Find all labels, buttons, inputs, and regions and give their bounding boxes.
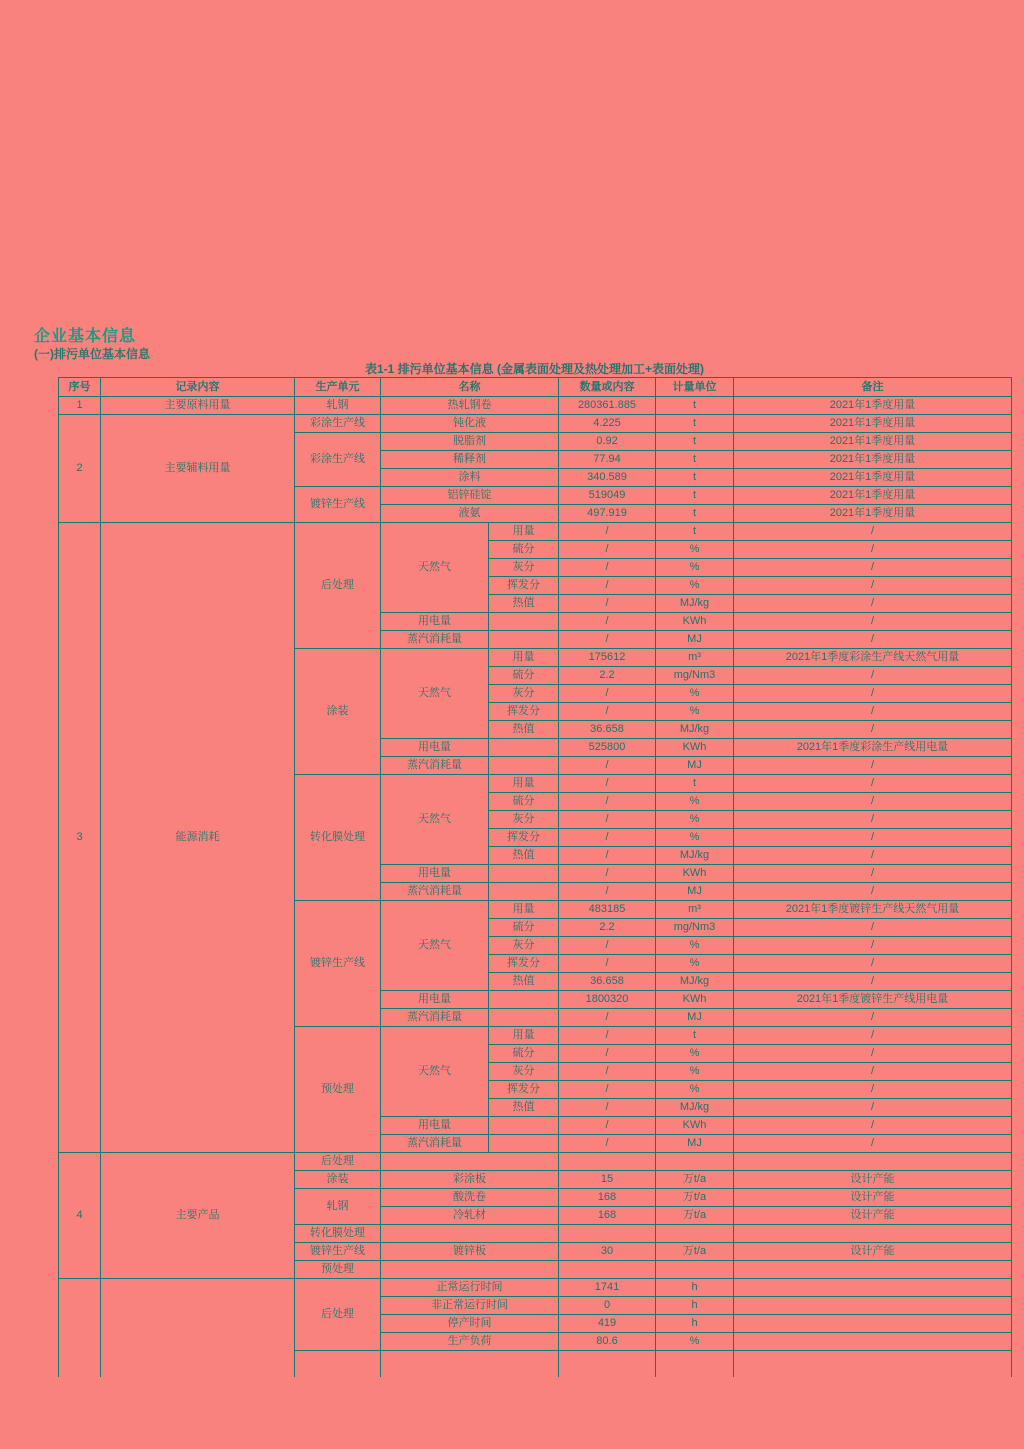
header-cell: 序号: [59, 378, 101, 397]
table-cell: 蒸汽消耗量: [381, 1009, 489, 1027]
table-cell: %: [656, 541, 734, 559]
table-cell: /: [559, 811, 656, 829]
table-cell: [489, 1135, 559, 1153]
table-cell: /: [559, 541, 656, 559]
table-cell: 483185: [559, 901, 656, 919]
header-cell: 名称: [381, 378, 559, 397]
table-cell: [734, 1351, 1012, 1377]
table-cell: /: [559, 757, 656, 775]
page-title: 企业基本信息: [34, 328, 137, 345]
table-cell: 灰分: [489, 811, 559, 829]
basic-info-table: [58, 377, 1012, 1377]
table-cell: /: [734, 937, 1012, 955]
table-cell: [489, 613, 559, 631]
table-cell: t: [656, 415, 734, 433]
table-cell: MJ: [656, 883, 734, 901]
table-cell: /: [559, 631, 656, 649]
table-cell: [734, 1279, 1012, 1297]
table-cell: 脱脂剂: [381, 433, 559, 451]
table-cell: t: [656, 505, 734, 523]
table-cell: mg/Nm3: [656, 919, 734, 937]
table-cell: 2021年1季度镀锌生产线天然气用量: [734, 901, 1012, 919]
table-cell: 轧钢: [295, 1189, 381, 1225]
table-cell: MJ: [656, 1135, 734, 1153]
table-cell: 停产时间: [381, 1315, 559, 1333]
table-cell: 1741: [559, 1279, 656, 1297]
table-cell: 热值: [489, 847, 559, 865]
table-cell: 419: [559, 1315, 656, 1333]
table-cell: 硫分: [489, 1045, 559, 1063]
table-cell: /: [559, 559, 656, 577]
table-cell: %: [656, 703, 734, 721]
table-cell: 万t/a: [656, 1171, 734, 1189]
table-cell: /: [559, 1027, 656, 1045]
table-cell: 4.225: [559, 415, 656, 433]
table-cell: h: [656, 1279, 734, 1297]
table-cell: [656, 1225, 734, 1243]
table-cell: /: [734, 865, 1012, 883]
table-cell: 主要产品: [101, 1153, 295, 1279]
table-cell: %: [656, 1063, 734, 1081]
table-cell: /: [734, 595, 1012, 613]
table-cell: KWh: [656, 739, 734, 757]
table-cell: 预处理: [295, 1027, 381, 1153]
table-cell: 36.658: [559, 721, 656, 739]
table-cell: 0: [559, 1297, 656, 1315]
table-cell: 2021年1季度用量: [734, 397, 1012, 415]
table-cell: /: [734, 829, 1012, 847]
table-cell: %: [656, 559, 734, 577]
table-cell: 挥发分: [489, 1081, 559, 1099]
header-cell: 计量单位: [656, 378, 734, 397]
table-cell: 灰分: [489, 1063, 559, 1081]
table-cell: 168: [559, 1207, 656, 1225]
table-cell: /: [559, 613, 656, 631]
table-cell: KWh: [656, 613, 734, 631]
header-cell: 记录内容: [101, 378, 295, 397]
table-cell: 万t/a: [656, 1207, 734, 1225]
table-cell: 用电量: [381, 613, 489, 631]
table-cell: m³: [656, 901, 734, 919]
table-cell: mg/Nm3: [656, 667, 734, 685]
table-cell: /: [559, 577, 656, 595]
table-cell: [734, 1261, 1012, 1279]
table-cell: 预处理: [295, 1261, 381, 1279]
table-title: 表1-1 排污单位基本信息 (金属表面处理及热处理加工+表面处理): [364, 362, 704, 376]
table-cell: /: [734, 1045, 1012, 1063]
table-cell: /: [734, 793, 1012, 811]
table-cell: 主要辅料用量: [101, 415, 295, 523]
table-cell: 设计产能: [734, 1189, 1012, 1207]
table-cell: /: [734, 1081, 1012, 1099]
table-cell: %: [656, 1081, 734, 1099]
table-cell: /: [734, 847, 1012, 865]
table-cell: /: [734, 811, 1012, 829]
table-cell: 340.589: [559, 469, 656, 487]
table-cell: 镀锌生产线: [295, 487, 381, 523]
table-cell: /: [734, 757, 1012, 775]
table-cell: /: [734, 577, 1012, 595]
table-cell: 2021年1季度用量: [734, 505, 1012, 523]
table-cell: 涂装: [295, 649, 381, 775]
table-cell: /: [734, 541, 1012, 559]
table-cell: MJ/kg: [656, 973, 734, 991]
table-cell: 彩涂板: [381, 1171, 559, 1189]
table-cell: %: [656, 955, 734, 973]
table-cell: 用量: [489, 1027, 559, 1045]
table-cell: /: [734, 883, 1012, 901]
table-cell: 热轧钢卷: [381, 397, 559, 415]
table-cell: 2021年1季度用量: [734, 415, 1012, 433]
table-cell: /: [734, 955, 1012, 973]
table-cell: 2021年1季度用量: [734, 469, 1012, 487]
table-cell: 后处理: [295, 523, 381, 649]
table-cell: [559, 1153, 656, 1171]
table-cell: 0.92: [559, 433, 656, 451]
table-cell: [381, 1351, 559, 1377]
table-cell: /: [559, 865, 656, 883]
table-cell: 用量: [489, 649, 559, 667]
table-cell: 15: [559, 1171, 656, 1189]
table-cell: 镀锌生产线: [295, 1243, 381, 1261]
table-cell: 后处理: [295, 1279, 381, 1351]
table-cell: 彩涂生产线: [295, 415, 381, 433]
table-cell: 挥发分: [489, 829, 559, 847]
table-cell: /: [559, 1009, 656, 1027]
table-cell: 硫分: [489, 667, 559, 685]
table-cell: 生产负荷: [381, 1333, 559, 1351]
table-cell: KWh: [656, 865, 734, 883]
table-cell: MJ: [656, 757, 734, 775]
table-cell: t: [656, 451, 734, 469]
table-cell: 彩涂生产线: [295, 433, 381, 487]
table-cell: 转化膜处理: [295, 1225, 381, 1243]
table-cell: 2021年1季度彩涂生产线天然气用量: [734, 649, 1012, 667]
table-cell: 液氨: [381, 505, 559, 523]
table-cell: 挥发分: [489, 577, 559, 595]
table-cell: [489, 631, 559, 649]
table-cell: /: [734, 631, 1012, 649]
table-cell: /: [559, 1135, 656, 1153]
table-cell: 硫分: [489, 541, 559, 559]
table-cell: /: [559, 703, 656, 721]
table-cell: 热值: [489, 595, 559, 613]
table-cell: 2021年1季度用量: [734, 487, 1012, 505]
table-cell: [734, 1297, 1012, 1315]
table-cell: 镀锌板: [381, 1243, 559, 1261]
table-cell: 天然气: [381, 523, 489, 613]
table-cell: /: [559, 1045, 656, 1063]
table-cell: 蒸汽消耗量: [381, 631, 489, 649]
table-cell: 1: [59, 397, 101, 415]
table-cell: 用电量: [381, 739, 489, 757]
table-cell: 蒸汽消耗量: [381, 1135, 489, 1153]
table-cell: /: [559, 829, 656, 847]
table-cell: 天然气: [381, 1027, 489, 1117]
table-cell: 钝化液: [381, 415, 559, 433]
table-cell: 2.2: [559, 667, 656, 685]
table-cell: [656, 1261, 734, 1279]
table-cell: 硫分: [489, 793, 559, 811]
table-cell: %: [656, 793, 734, 811]
table-cell: 设计产能: [734, 1171, 1012, 1189]
table-cell: %: [656, 829, 734, 847]
table-cell: 30: [559, 1243, 656, 1261]
table-cell: 2: [59, 415, 101, 523]
table-cell: 转化膜处理: [295, 775, 381, 901]
table-cell: 灰分: [489, 685, 559, 703]
table-cell: MJ: [656, 631, 734, 649]
table-cell: /: [734, 685, 1012, 703]
table-cell: 175612: [559, 649, 656, 667]
table-cell: 2021年1季度彩涂生产线用电量: [734, 739, 1012, 757]
table-cell: 用量: [489, 775, 559, 793]
table-cell: 77.94: [559, 451, 656, 469]
table-cell: t: [656, 775, 734, 793]
table-cell: 蒸汽消耗量: [381, 883, 489, 901]
table-cell: 热值: [489, 973, 559, 991]
table-cell: [489, 883, 559, 901]
table-cell: [101, 1279, 295, 1377]
table-cell: [656, 1153, 734, 1171]
table-cell: 3: [59, 523, 101, 1153]
table-cell: 2021年1季度用量: [734, 433, 1012, 451]
table-cell: /: [559, 595, 656, 613]
table-cell: 后处理: [295, 1153, 381, 1171]
table-cell: [734, 1153, 1012, 1171]
table-cell: [381, 1153, 559, 1171]
table-cell: 硫分: [489, 919, 559, 937]
table-cell: %: [656, 1045, 734, 1063]
table-cell: 280361.885: [559, 397, 656, 415]
table-cell: /: [559, 793, 656, 811]
table-cell: [489, 1117, 559, 1135]
table-cell: MJ/kg: [656, 847, 734, 865]
table-cell: [489, 991, 559, 1009]
table-cell: h: [656, 1315, 734, 1333]
table-cell: /: [734, 703, 1012, 721]
header-cell: 数量或内容: [559, 378, 656, 397]
table-cell: [59, 1279, 101, 1377]
table-cell: 万t/a: [656, 1243, 734, 1261]
table-cell: [656, 1351, 734, 1377]
table-cell: 设计产能: [734, 1243, 1012, 1261]
table-cell: [734, 1225, 1012, 1243]
table-cell: MJ/kg: [656, 1099, 734, 1117]
table-cell: %: [656, 937, 734, 955]
table-cell: 灰分: [489, 559, 559, 577]
table-cell: MJ: [656, 1009, 734, 1027]
table-cell: 用量: [489, 901, 559, 919]
table-cell: /: [734, 973, 1012, 991]
table-cell: 镀锌生产线: [295, 901, 381, 1027]
table-cell: 万t/a: [656, 1189, 734, 1207]
table-cell: KWh: [656, 991, 734, 1009]
table-cell: 冷轧材: [381, 1207, 559, 1225]
table-cell: 涂装: [295, 1171, 381, 1189]
table-cell: /: [734, 1099, 1012, 1117]
table-cell: /: [559, 1099, 656, 1117]
table-cell: %: [656, 577, 734, 595]
table-cell: 80.6: [559, 1333, 656, 1351]
table-cell: /: [559, 937, 656, 955]
table-cell: 525800: [559, 739, 656, 757]
table-cell: %: [656, 685, 734, 703]
table-cell: 1800320: [559, 991, 656, 1009]
table-cell: /: [559, 685, 656, 703]
table-cell: [381, 1261, 559, 1279]
table-cell: 热值: [489, 1099, 559, 1117]
table-cell: 轧钢: [295, 397, 381, 415]
table-cell: 2021年1季度镀锌生产线用电量: [734, 991, 1012, 1009]
table-cell: 涂料: [381, 469, 559, 487]
table-cell: 天然气: [381, 901, 489, 991]
table-cell: MJ/kg: [656, 721, 734, 739]
table-cell: [734, 1333, 1012, 1351]
table-cell: [295, 1351, 381, 1377]
table-cell: /: [559, 523, 656, 541]
table-cell: /: [559, 955, 656, 973]
table-cell: /: [559, 1117, 656, 1135]
table-cell: 天然气: [381, 775, 489, 865]
table-cell: KWh: [656, 1117, 734, 1135]
table-cell: t: [656, 469, 734, 487]
table-cell: /: [559, 847, 656, 865]
table-cell: 天然气: [381, 649, 489, 739]
table-cell: 铝锌硅锭: [381, 487, 559, 505]
section-subtitle: (一)排污单位基本信息: [34, 347, 150, 361]
table-cell: 非正常运行时间: [381, 1297, 559, 1315]
table-cell: MJ/kg: [656, 595, 734, 613]
table-cell: 挥发分: [489, 703, 559, 721]
table-cell: t: [656, 487, 734, 505]
table-cell: /: [734, 613, 1012, 631]
table-cell: 用电量: [381, 1117, 489, 1135]
table-cell: /: [559, 1063, 656, 1081]
table-cell: 正常运行时间: [381, 1279, 559, 1297]
table-cell: 用电量: [381, 865, 489, 883]
table-cell: [489, 1009, 559, 1027]
header-cell: 生产单元: [295, 378, 381, 397]
header-cell: 备注: [734, 378, 1012, 397]
table-cell: %: [656, 1333, 734, 1351]
table-cell: [559, 1261, 656, 1279]
table-cell: 热值: [489, 721, 559, 739]
table-cell: 2.2: [559, 919, 656, 937]
table-cell: [489, 739, 559, 757]
table-cell: 酸洗卷: [381, 1189, 559, 1207]
table-cell: /: [559, 883, 656, 901]
table-cell: /: [559, 1081, 656, 1099]
table-cell: 设计产能: [734, 1207, 1012, 1225]
table-cell: 能源消耗: [101, 523, 295, 1153]
table-cell: h: [656, 1297, 734, 1315]
table-cell: 519049: [559, 487, 656, 505]
table-cell: [489, 757, 559, 775]
table-cell: /: [734, 775, 1012, 793]
table-body: [59, 378, 1012, 1377]
table-cell: [489, 865, 559, 883]
table-cell: 用量: [489, 523, 559, 541]
table-cell: t: [656, 397, 734, 415]
table-cell: 蒸汽消耗量: [381, 757, 489, 775]
table-cell: /: [734, 1027, 1012, 1045]
table-cell: [381, 1225, 559, 1243]
table-cell: t: [656, 433, 734, 451]
table-cell: [734, 1315, 1012, 1333]
table-cell: 4: [59, 1153, 101, 1279]
table-cell: [559, 1225, 656, 1243]
table-cell: 168: [559, 1189, 656, 1207]
table-cell: t: [656, 523, 734, 541]
table-cell: /: [734, 1063, 1012, 1081]
table-cell: 497.919: [559, 505, 656, 523]
table-cell: 稀释剂: [381, 451, 559, 469]
table-cell: /: [734, 721, 1012, 739]
table-cell: /: [734, 1135, 1012, 1153]
table-cell: /: [734, 667, 1012, 685]
table-cell: t: [656, 1027, 734, 1045]
table-cell: /: [734, 559, 1012, 577]
table-cell: 用电量: [381, 991, 489, 1009]
table-cell: m³: [656, 649, 734, 667]
table-cell: %: [656, 811, 734, 829]
table-cell: /: [734, 919, 1012, 937]
table-cell: 主要原料用量: [101, 397, 295, 415]
table-cell: 2021年1季度用量: [734, 451, 1012, 469]
table-cell: /: [734, 523, 1012, 541]
table-cell: /: [734, 1009, 1012, 1027]
table-cell: /: [734, 1117, 1012, 1135]
table-cell: /: [559, 775, 656, 793]
table-cell: 36.658: [559, 973, 656, 991]
table-cell: 挥发分: [489, 955, 559, 973]
table-cell: [559, 1351, 656, 1377]
table-cell: 灰分: [489, 937, 559, 955]
